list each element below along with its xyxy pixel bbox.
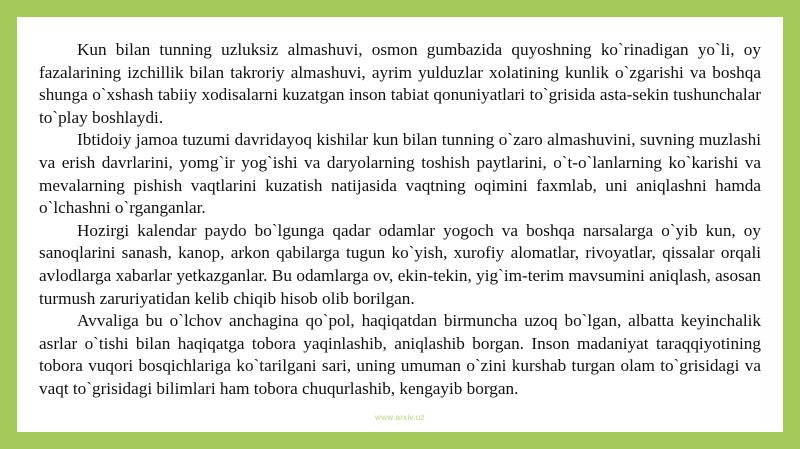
document-page <box>17 17 783 432</box>
paragraph-2: Ibtidoiy jamoa tuzumi davridayoq kishilar kun bilan tunning o`zaro almashuvini, suvning muzlashi va erish davrlarini, yomg`ir yog`ishi va daryolarning toshish paytlarini, o`t-o`lanlarning ko`karishi va mevalarning pishish vaqtlarini kuzatish natijasida vaqtning oqimini faxmlab, uni aniqlashni hamda o`lchashni o`rganganlar. <box>39 130 761 218</box>
paragraph-1: Kun bilan tunning uzluksiz almashuvi, osmon gumbazida quyoshning ko`rinadigan yo`li, oy fazalarining izchillik bilan takroriy almashuvi, ayrim yulduzlar xolatining kunlik o`zgarishi va boshqa shunga o`xshash tabiiy xodisalarni kuzatgan inson tabiat qonuniyatlari to`grisida asta-sekin tushunchalar to`play boshlaydi. <box>39 40 761 127</box>
paragraph-3: Hozirgi kalendar paydo bo`lgunga qadar odamlar yogoch va boshqa narsalarga o`yib kun, oy sanoqlarini sanash, kanop, arkon qabilarga tugun ko`yish, xurofiy alomatlar, rivoyatlar, qissalar orqali avlodlarga xabarlar yetkazganlar. Bu odamlarga ov, ekin-tekin, yig`im-terim mavsumini aniqlash, asosan turmush zaruriyatidan kelib chiqib hisob olib borilgan. <box>39 220 761 308</box>
document-body <box>39 39 761 401</box>
paragraph-4: Avvaliga bu o`lchov anchagina qo`pol, haqiqatdan birmuncha uzoq bo`lgan, albatta keyinchalik asrlar o`tishi bilan haqiqatga tobora yaqinlashib, aniqlashib borgan. Inson madaniyat taraqqiyotining tobora vuqori bosqichlariga ko`tarilgani sari, uning umuman o`zini kurshab turgan olam to`grisidagi va vaqt to`grisidagi bilimlari ham tobora chuqurlashib, kengayib borgan. <box>39 311 761 398</box>
watermark: www.arxiv.uz <box>375 413 425 422</box>
